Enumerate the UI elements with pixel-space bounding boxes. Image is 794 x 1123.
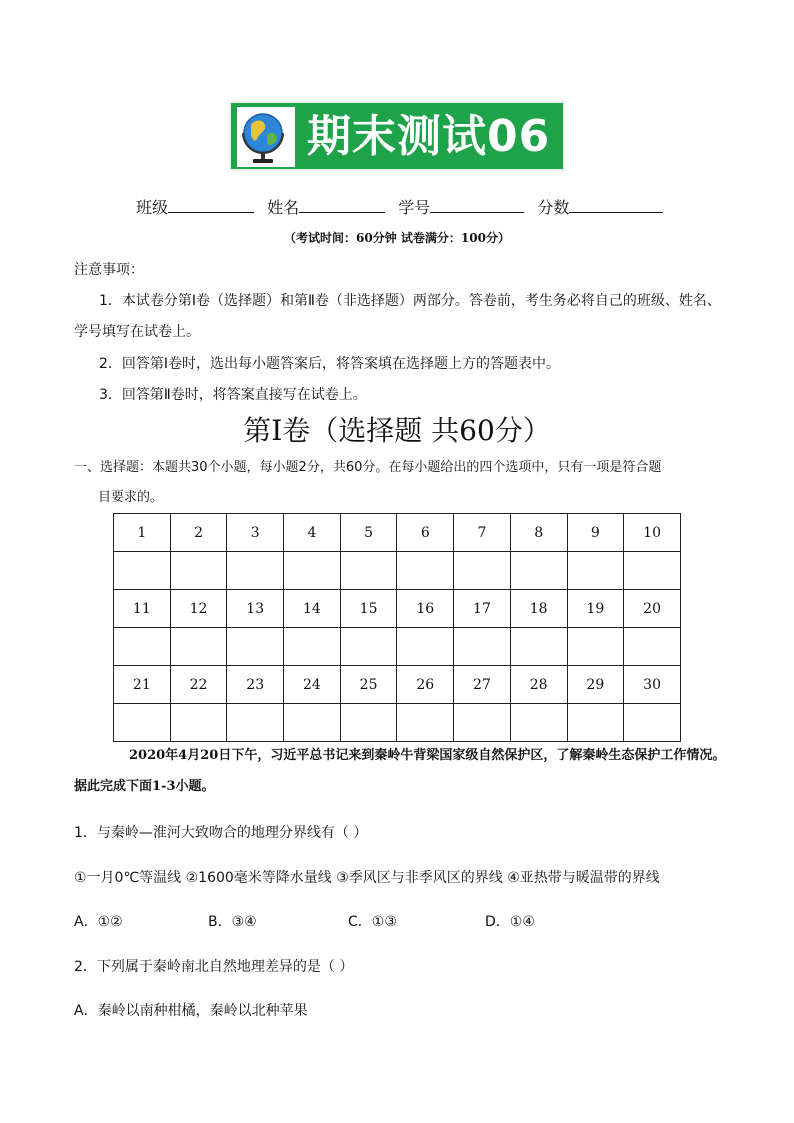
question-number-cell: 12 xyxy=(170,590,227,628)
answer-cell[interactable] xyxy=(227,704,284,742)
question-1-option-b[interactable]: B．③④ xyxy=(208,914,257,930)
mcq-instructions: 一、选择题：本题共30个小题，每小题2分，共60分。在每小题给出的四个选项中，只有一项是符合题 xyxy=(74,460,662,475)
question-number-cell: 9 xyxy=(567,514,624,552)
question-number-cell: 24 xyxy=(284,666,341,704)
question-number-cell: 30 xyxy=(624,666,681,704)
question-number-cell: 25 xyxy=(340,666,397,704)
question-2-option-a[interactable]: A．秦岭以南种柑橘，秦岭以北种苹果 xyxy=(74,1003,308,1019)
question-number-cell: 11 xyxy=(114,590,171,628)
answer-cell[interactable] xyxy=(114,552,171,590)
score-blank[interactable] xyxy=(569,196,663,213)
answer-cell[interactable] xyxy=(227,628,284,666)
id-label: 学号 xyxy=(398,198,431,217)
answer-row xyxy=(114,552,681,590)
answer-table xyxy=(113,513,681,742)
answer-cell[interactable] xyxy=(510,704,567,742)
answer-cell[interactable] xyxy=(567,628,624,666)
question-number-cell: 22 xyxy=(170,666,227,704)
table-row xyxy=(114,666,681,704)
table-row xyxy=(114,590,681,628)
answer-cell[interactable] xyxy=(284,704,341,742)
question-number-cell: 18 xyxy=(510,590,567,628)
note-item-2: 2．回答第Ⅰ卷时，选出每小题答案后，将答案填在选择题上方的答题表中。 xyxy=(99,356,561,372)
answer-cell[interactable] xyxy=(227,552,284,590)
answer-cell[interactable] xyxy=(340,628,397,666)
banner-title: 期末测试06 xyxy=(307,111,551,162)
answer-cell[interactable] xyxy=(624,628,681,666)
question-number-cell: 1 xyxy=(114,514,171,552)
note-item-3: 3．回答第Ⅱ卷时，将答案直接写在试卷上。 xyxy=(99,387,367,403)
context-paragraph: 2020年4月20日下午，习近平总书记来到秦岭牛背梁国家级自然保护区，了解秦岭生态保护工作情况。 xyxy=(129,748,726,763)
answer-cell[interactable] xyxy=(397,704,454,742)
question-number-cell: 23 xyxy=(227,666,284,704)
note-item-1: 1．本试卷分第Ⅰ卷（选择题）和第Ⅱ卷（非选择题）两部分。答卷前，考生务必将自己的班级、姓名、 xyxy=(99,293,721,309)
question-number-cell: 8 xyxy=(510,514,567,552)
question-number-cell: 21 xyxy=(114,666,171,704)
question-1-option-c[interactable]: C．①③ xyxy=(348,914,397,930)
name-blank[interactable] xyxy=(299,196,385,213)
question-number-cell: 2 xyxy=(170,514,227,552)
question-number-cell: 5 xyxy=(340,514,397,552)
answer-cell[interactable] xyxy=(340,704,397,742)
score-label: 分数 xyxy=(537,198,570,217)
question-number-cell: 6 xyxy=(397,514,454,552)
answer-cell[interactable] xyxy=(284,628,341,666)
answer-row xyxy=(114,628,681,666)
section-title: 第Ⅰ卷（选择题 共60分） xyxy=(243,414,551,447)
answer-cell[interactable] xyxy=(454,552,511,590)
question-number-cell: 13 xyxy=(227,590,284,628)
class-label: 班级 xyxy=(136,198,169,217)
question-number-cell: 29 xyxy=(567,666,624,704)
answer-cell[interactable] xyxy=(170,628,227,666)
answer-cell[interactable] xyxy=(114,704,171,742)
answer-cell[interactable] xyxy=(624,552,681,590)
answer-cell[interactable] xyxy=(624,704,681,742)
answer-cell[interactable] xyxy=(170,704,227,742)
notes-title: 注意事项： xyxy=(74,262,144,278)
answer-cell[interactable] xyxy=(114,628,171,666)
question-number-cell: 15 xyxy=(340,590,397,628)
table-row xyxy=(114,514,681,552)
answer-cell[interactable] xyxy=(284,552,341,590)
question-number-cell: 26 xyxy=(397,666,454,704)
answer-cell[interactable] xyxy=(454,628,511,666)
answer-cell[interactable] xyxy=(510,628,567,666)
title-banner xyxy=(229,101,565,171)
answer-row xyxy=(114,704,681,742)
question-number-cell: 20 xyxy=(624,590,681,628)
class-blank[interactable] xyxy=(168,196,254,213)
note-item-1-cont: 学号填写在试卷上。 xyxy=(74,324,200,340)
question-number-cell: 28 xyxy=(510,666,567,704)
question-number-cell: 19 xyxy=(567,590,624,628)
question-number-cell: 17 xyxy=(454,590,511,628)
question-1-option-d[interactable]: D．①④ xyxy=(485,914,535,930)
answer-cell[interactable] xyxy=(454,704,511,742)
question-number-cell: 3 xyxy=(227,514,284,552)
question-number-cell: 4 xyxy=(284,514,341,552)
answer-cell[interactable] xyxy=(510,552,567,590)
student-info-line xyxy=(136,196,671,219)
answer-cell[interactable] xyxy=(567,704,624,742)
question-number-cell: 16 xyxy=(397,590,454,628)
context-paragraph-cont: 据此完成下面1-3小题。 xyxy=(74,779,215,794)
answer-cell[interactable] xyxy=(340,552,397,590)
answer-cell[interactable] xyxy=(567,552,624,590)
question-number-cell: 27 xyxy=(454,666,511,704)
answer-cell[interactable] xyxy=(397,628,454,666)
name-label: 姓名 xyxy=(267,198,300,217)
exam-time-note: （考试时间：60分钟 试卷满分：100分） xyxy=(284,231,510,245)
question-number-cell: 7 xyxy=(454,514,511,552)
answer-cell[interactable] xyxy=(397,552,454,590)
id-blank[interactable] xyxy=(430,196,524,213)
question-1-option-a[interactable]: A．①② xyxy=(74,914,123,930)
mcq-instructions-cont: 目要求的。 xyxy=(98,490,164,505)
question-2-stem: 2．下列属于秦岭南北自然地理差异的是（ ） xyxy=(74,959,354,975)
globe-icon xyxy=(237,107,295,167)
question-number-cell: 14 xyxy=(284,590,341,628)
question-1-statements: ①一月0℃等温线 ②1600毫米等降水量线 ③季风区与非季风区的界线 ④亚热带与暖温带的界线 xyxy=(74,870,660,886)
question-number-cell: 10 xyxy=(624,514,681,552)
answer-cell[interactable] xyxy=(170,552,227,590)
question-1-stem: 1．与秦岭—淮河大致吻合的地理分界线有（ ） xyxy=(74,825,368,841)
